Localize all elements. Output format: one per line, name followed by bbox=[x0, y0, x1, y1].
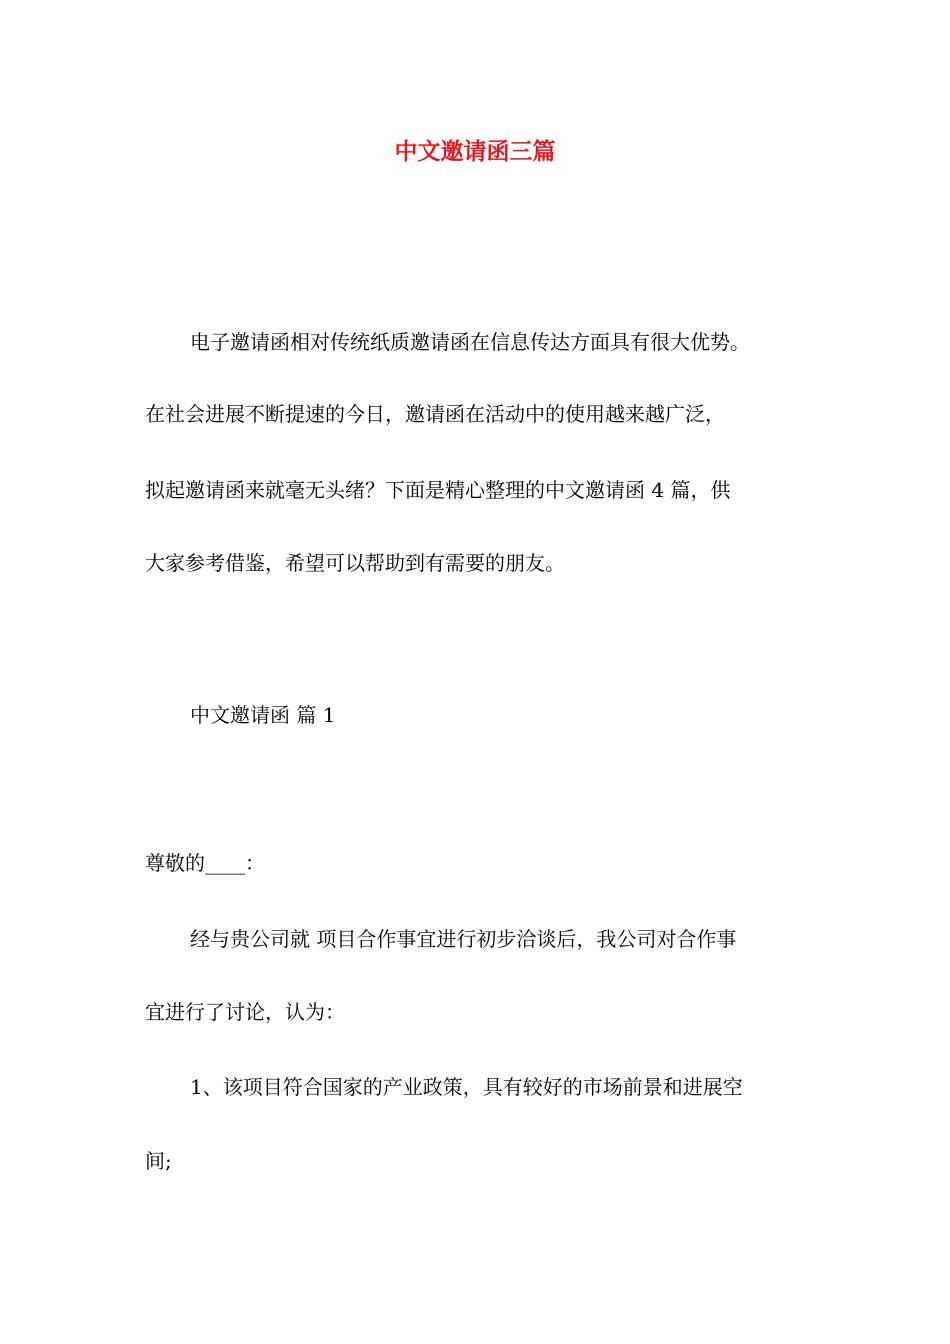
intro-line-2: 在社会进展不断提速的今日，邀请函在活动中的使用越来越广泛， bbox=[145, 402, 725, 426]
list-item-1-line-1: 1、该项目符合国家的产业政策，具有较好的市场前景和进展空 bbox=[190, 1075, 743, 1099]
paragraph-1-line-1: 经与贵公司就 项目合作事宜进行初步洽谈后，我公司对合作事 bbox=[190, 927, 737, 951]
intro-line-4: 大家参考借鉴，希望可以帮助到有需要的朋友。 bbox=[145, 551, 565, 575]
section-heading: 中文邀请函 篇 1 bbox=[190, 703, 336, 727]
page-title: 中文邀请函三篇 bbox=[394, 138, 556, 165]
salutation: 尊敬的____： bbox=[145, 851, 265, 875]
list-item-1-line-2: 间; bbox=[145, 1149, 172, 1173]
intro-line-1: 电子邀请函相对传统纸质邀请函在信息传达方面具有很大优势。 bbox=[190, 330, 750, 354]
paragraph-1-line-2: 宜进行了讨论，认为： bbox=[145, 1000, 345, 1024]
intro-line-3: 拟起邀请函来就毫无头绪？下面是精心整理的中文邀请函 4 篇，供 bbox=[145, 478, 731, 502]
